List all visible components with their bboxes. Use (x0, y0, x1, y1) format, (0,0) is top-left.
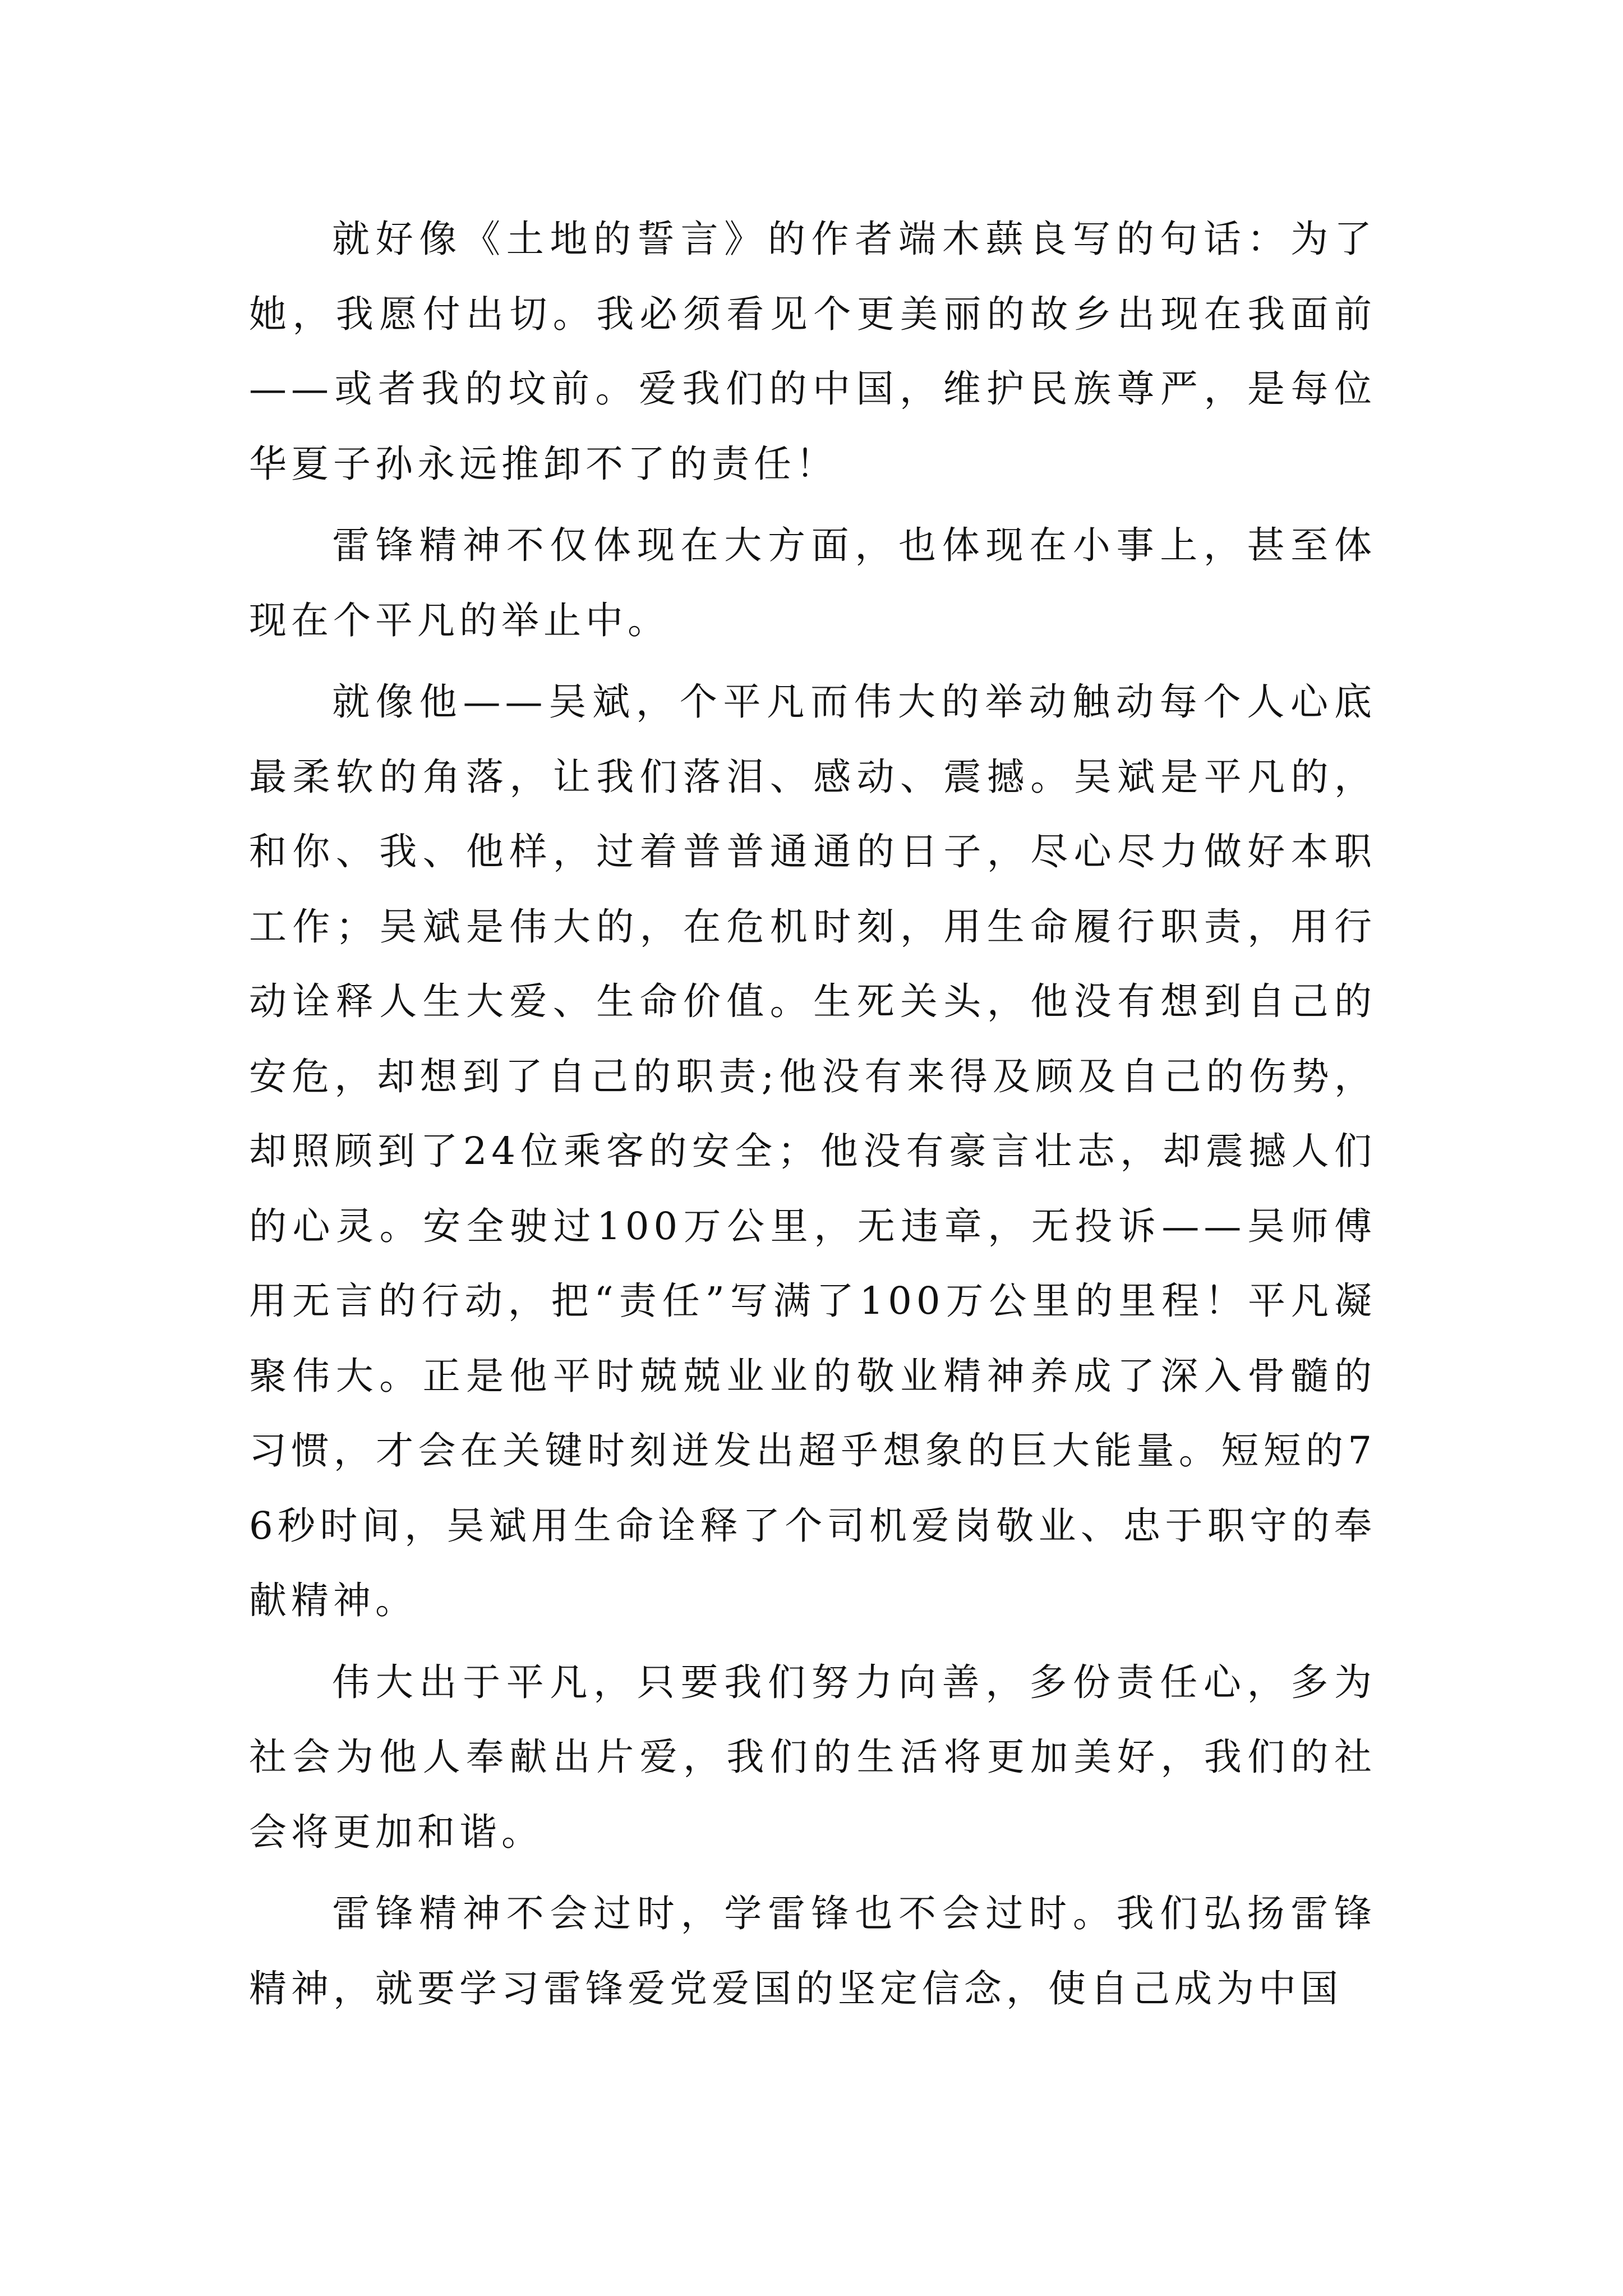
document-body (249, 202, 1376, 2033)
paragraph-4: 伟大出于平凡，只要我们努力向善，多份责任心，多为社会为他人奉献出片爱，我们的生活将更加美好，我们的社会将更加和谐。 (249, 1660, 1376, 1854)
paragraph-2: 雷锋精神不仅体现在大方面，也体现在小事上，甚至体现在个平凡的举止中。 (249, 523, 1376, 642)
paragraph-3: 就像他——吴斌，个平凡而伟大的举动触动每个人心底最柔软的角落，让我们落泪、感动、震撼。吴斌是平凡的，和你、我、他样，过着普普通通的日子，尽心尽力做好本职工作；吴斌是伟大的，在危机时刻，用生命履行职责，用行动诠释人生大爱、生命价值。生死关头，他没有想到自己的安危，却想到了自己的职责;他没有来得及顾及自己的伤势，却照顾到了24位乘客的安全；他没有豪言壮志，却震撼人们的心灵。安全驶过100万公里，无违章，无投诉——吴师傅用无言的行动，把“责任”写满了100万公里的里程！平凡凝聚伟大。正是他平时兢兢业业的敬业精神养成了深入骨髓的习惯，才会在关键时刻迸发出超乎想象的巨大能量。短短的76秒时间，吴斌用生命诠释了个司机爱岗敬业、忠于职守的奉献精神。 (249, 680, 1376, 1622)
paragraph-1: 就好像《土地的誓言》的作者端木蕻良写的句话：为了她，我愿付出切。我必须看见个更美丽的故乡出现在我面前——或者我的坟前。爱我们的中国，维护民族尊严，是每位华夏子孙永远推卸不了的责任！ (249, 217, 1376, 486)
paragraph-5: 雷锋精神不会过时，学雷锋也不会过时。我们弘扬雷锋精神，就要学习雷锋爱党爱国的坚定信念，使自己成为中国 (249, 1892, 1376, 2010)
